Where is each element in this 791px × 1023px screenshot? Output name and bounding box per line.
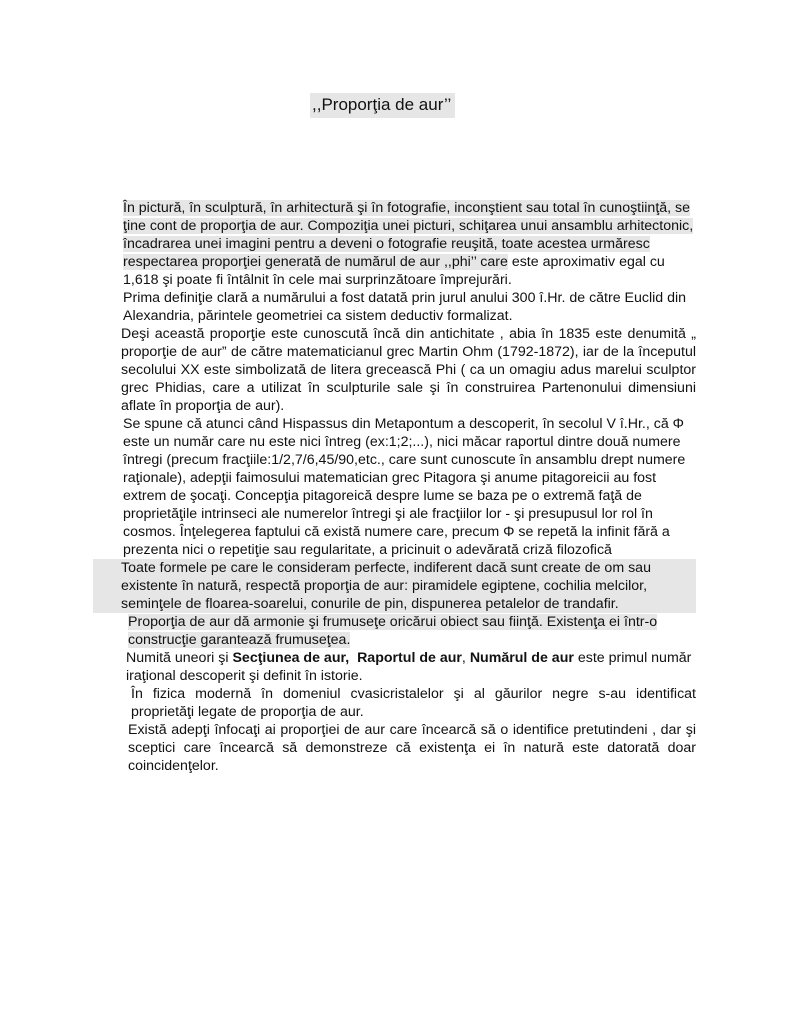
- document-body: [93, 199, 696, 775]
- paragraph-9: Există adepţi înfocaţi ai proporţiei de aur care încearcă să o identifice pretutindeni , dar şi sceptici care încearcă să demonstreze că existenţa ei în natură este datorată doar coincidenţelor.: [128, 722, 696, 774]
- document-title: ,,Proporţia de aur’’: [310, 93, 455, 118]
- paragraph-3: Deşi această proporţie este cunoscută încă din antichitate , abia în 1835 este denumită „ proporţie de aur” de către matematicianul grec Martin Ohm (1792-1872), iar de la începutul secolului XX este simbolizată de litera grecească Phi ( ca un omagiu adus marelui sculptor grec Phidias, care a utilizat în sculpturile sale şi în construirea Partenonului dimensiuni aflate în proporţia de aur).: [121, 326, 696, 414]
- paragraph-5-tail: dispunerea petalelor de trandafir.: [411, 596, 619, 612]
- paragraph-7-comma: ,: [461, 650, 466, 666]
- paragraph-7: [93, 649, 696, 685]
- paragraph-1-tail: este aproximativ egal cu 1,618 şi poate fi întâlnit în cele mai surprinzătoare împrejurări.: [123, 254, 665, 288]
- term-numarul-de-aur: Numărul de aur: [469, 650, 574, 666]
- paragraph-8: În fizica modernă în domeniul cvasicristalelor şi al găurilor negre s-au identificat proprietăţi legate de proporţia de aur.: [131, 686, 696, 720]
- term-raportul-de-aur: Raportul de aur: [357, 650, 462, 666]
- paragraph-2: Prima definiţie clară a numărului a fost datată prin jurul anului 300 î.Hr. de către Euclid din Alexandria, părintele geometriei ca sistem deductiv formalizat.: [123, 290, 687, 324]
- paragraph-7-a: Numită uneori şi: [126, 650, 229, 666]
- paragraph-5-text: Toate formele pe care le consideram perfecte, indiferent dacă sunt create de om sau existente în natură, respectă proporţia de aur: piramidele egiptene, cochilia melcilor, seminţele de floarea-soarelui, conurile de pin,: [121, 560, 651, 612]
- paragraph-7-f: este primul număr iraţional descoperit şi definit în istorie.: [126, 650, 692, 684]
- paragraph-4: Se spune că atunci când Hispassus din Metapontum a descoperit, în secolul V î.Hr., că Φ este un număr care nu este nici întreg (ex:1;2;...), nici măcar raportul dintre două numere întregi (precum fracţiile:1/2,7/6,45/90,etc., care sunt cunoscute în ansamblu drept numere raţionale), adepţii faimosului matematician grec Pitagora şi anume pitagoreicii au fost extrem de şocaţi. Concepţia pitagoreică despre lume se baza pe o extremă faţă de proprietăţile intrinseci ale numerelor întregi şi ale fracţiilor lor - şi presupusul lor rol în cosmos. Înţelegerea faptului că există numere care, precum Φ se repetă la infinit fără a prezenta nici o repetiţie sau regularitate, a pricinuit o adevărată criză filozofică: [123, 416, 686, 558]
- paragraph-1: [93, 199, 696, 289]
- paragraph-6-text: Proporţia de aur dă armonie şi frumuseţe oricărui obiect sau fiinţă. Existenţa ei într-o construcţie garantează frumuseţea.: [128, 614, 658, 648]
- paragraph-5: [93, 559, 696, 613]
- paragraph-1-text: În pictură, în sculptură, în arhitectură şi în fotografie, inconştient sau total în cunoştiinţă, se ţine cont de proporţia de aur. Compoziţia unei picturi, schiţarea unui ansamblu arhitectonic, încadrarea unei imagini pentru a deveni o fotografie reuşită, toate acestea urmăresc respectarea proporţiei generată de numărul de aur ,,phi’’ care: [123, 200, 694, 270]
- term-sectiunea-de-aur: Secţiunea de aur,: [232, 650, 350, 666]
- paragraph-6: [93, 613, 696, 649]
